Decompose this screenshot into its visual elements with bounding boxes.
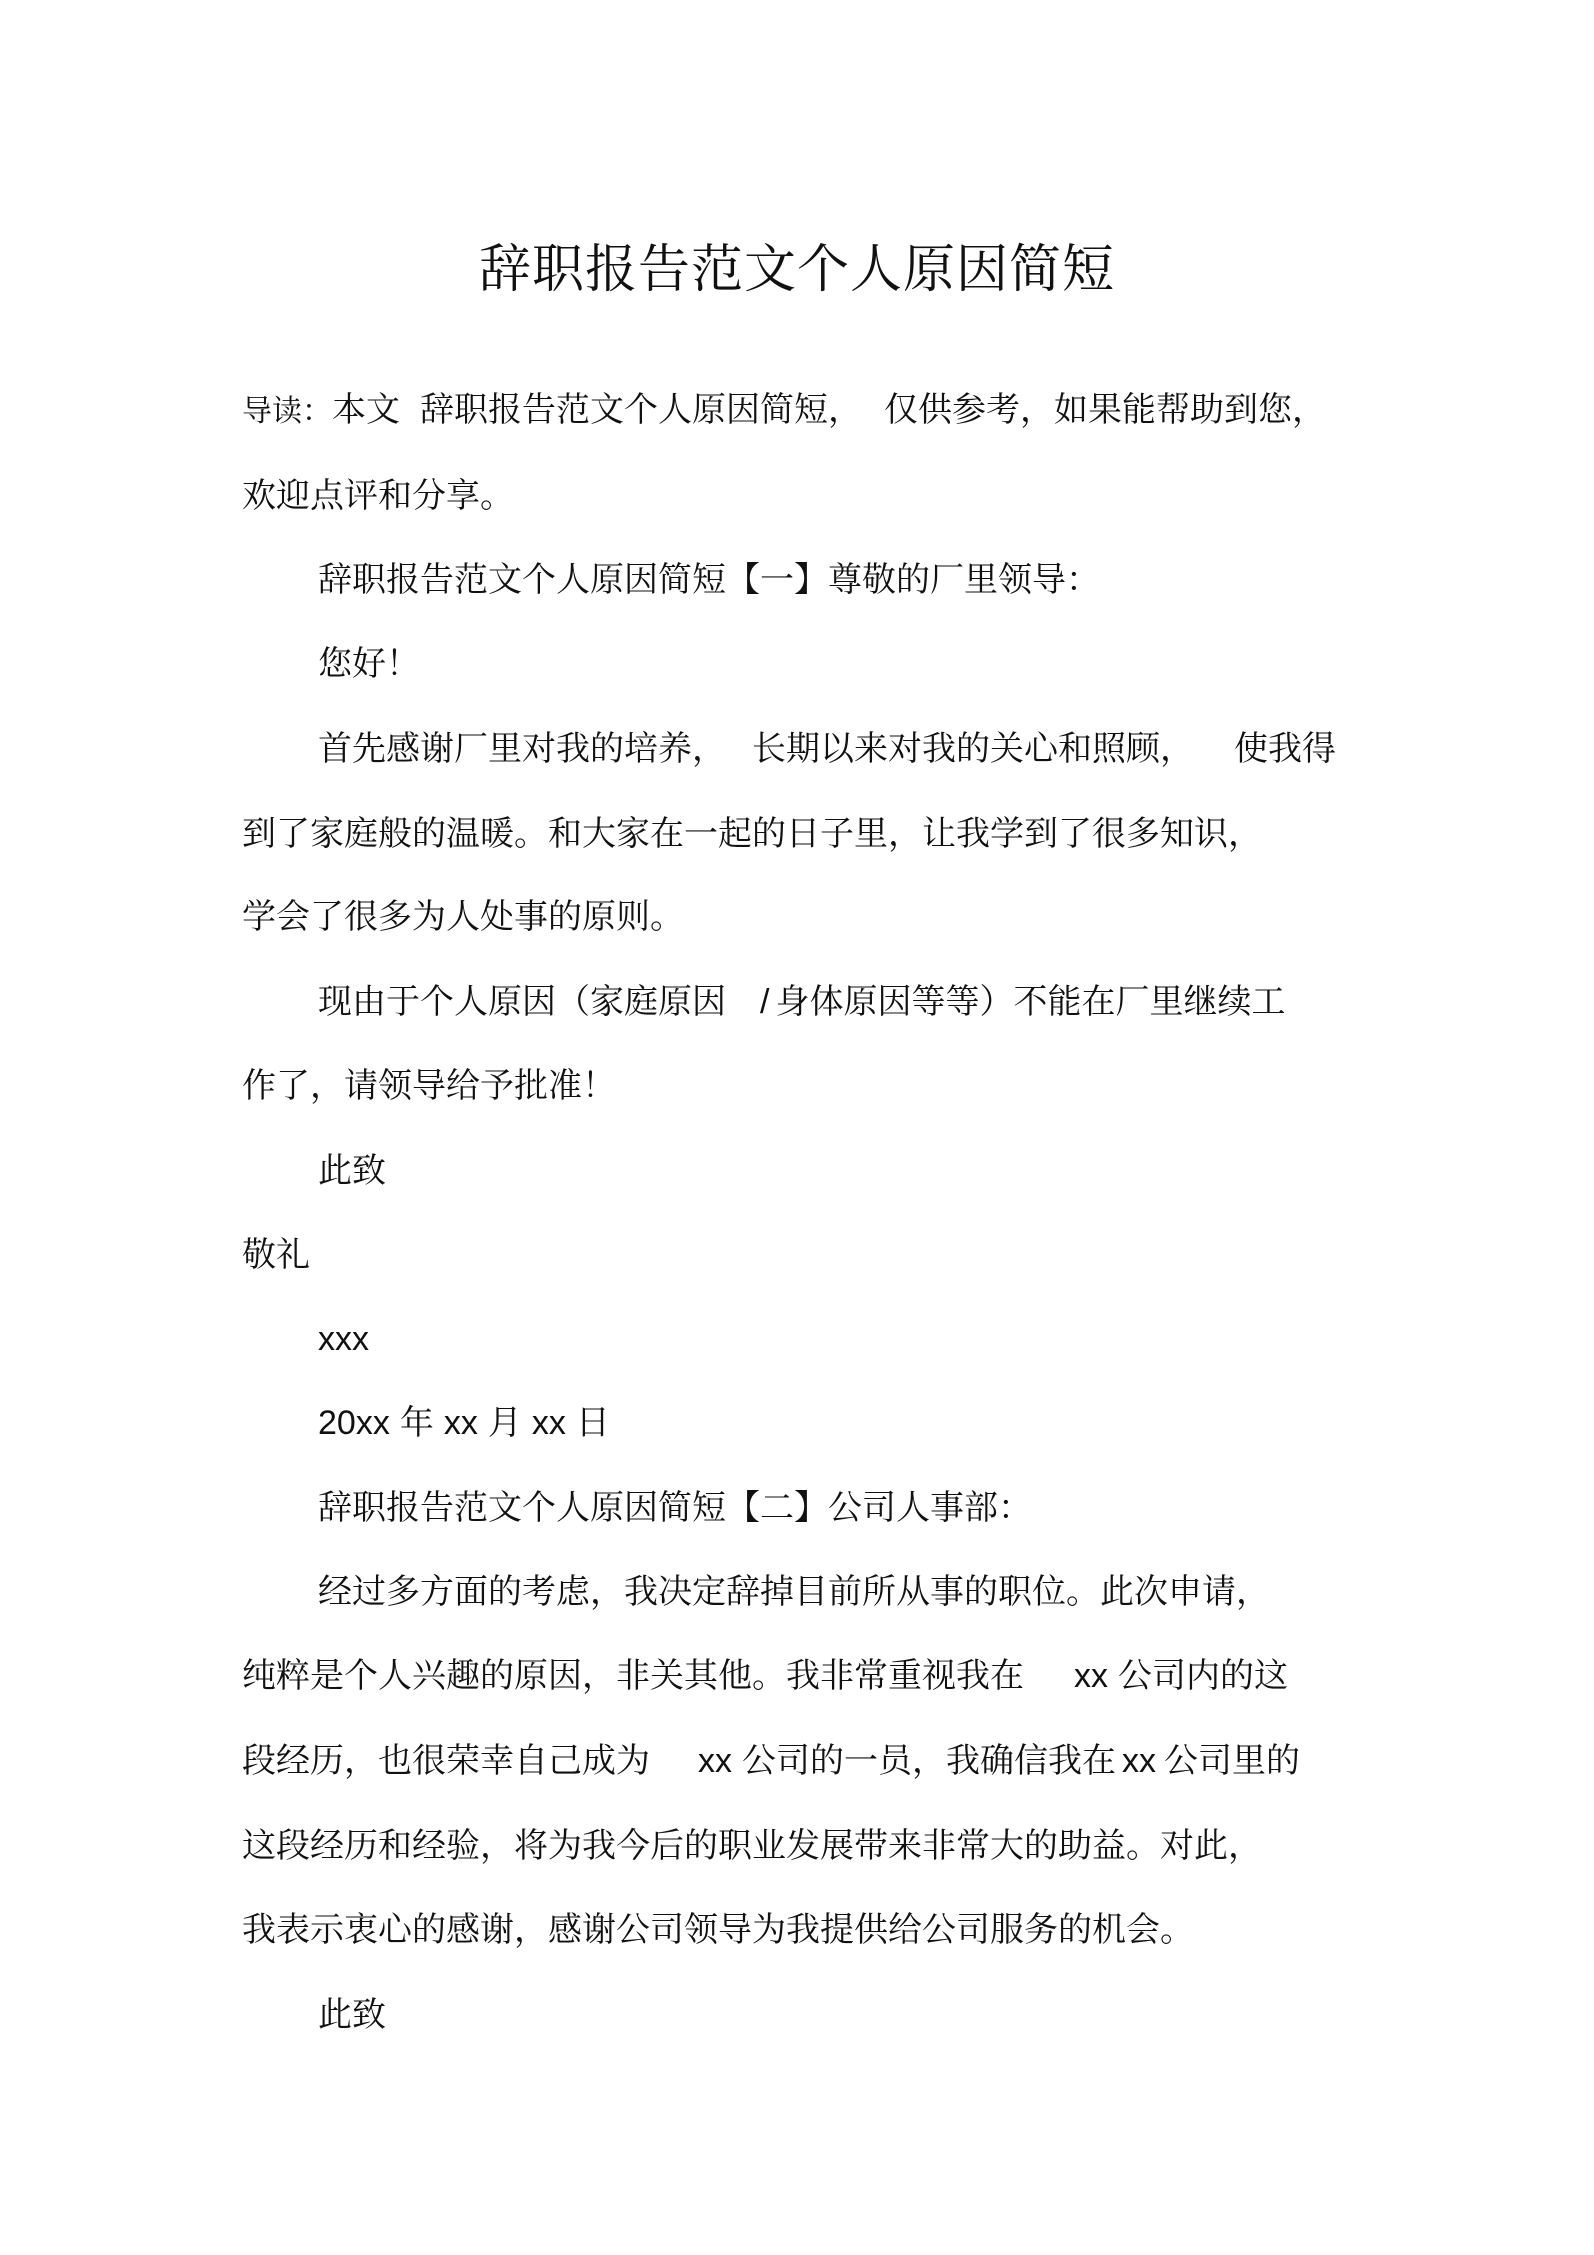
date-year-unit: 年 <box>399 1403 434 1443</box>
date-day: xx <box>531 1404 566 1442</box>
letter1-p1-a: 首先感谢厂里对我的培养， <box>318 729 726 769</box>
letter2-line3-b: xx <box>698 1742 732 1780</box>
letter1-paragraph1-line3: 学会了很多为人处事的原则。 <box>242 897 684 937</box>
letter2-line3-e: 公司里的 <box>1164 1741 1300 1781</box>
letter2-line-3 <box>242 1739 1300 1783</box>
intro-text-b: 辞职报告范文个人原因简短， <box>420 390 862 430</box>
letter2-line-5: 我表示衷心的感谢，感谢公司领导为我提供给公司服务的机会。 <box>242 1910 1194 1950</box>
intro-line-2: 欢迎点评和分享。 <box>242 476 514 516</box>
letter1-paragraph2-line1 <box>318 980 1285 1024</box>
letter2-closing-1: 此致 <box>318 1995 386 2035</box>
letter2-line-1: 经过多方面的考虑，我决定辞掉目前所从事的职位。此次申请， <box>318 1572 1270 1612</box>
letter1-closing-2: 敬礼 <box>242 1235 310 1275</box>
letter2-line2-a: 纯粹是个人兴趣的原因，非关其他。我非常重视我在 <box>242 1656 1024 1696</box>
intro-text-a: 本文 <box>332 390 400 430</box>
letter1-signature: xxx <box>318 1320 369 1358</box>
letter2-line3-c: 公司的一员，我确信我在 <box>742 1741 1116 1781</box>
letter1-date <box>318 1401 610 1445</box>
intro-line-1 <box>242 388 1326 434</box>
letter2-line2-b: xx <box>1074 1657 1108 1695</box>
letter1-heading: 辞职报告范文个人原因简短【一】尊敬的厂里领导： <box>318 560 1100 600</box>
letter1-paragraph2-line2: 作了，请领导给予批准！ <box>242 1066 616 1106</box>
letter1-p1-c: 使我得 <box>1234 729 1336 769</box>
letter1-p2-c: 身体原因等等）不能在厂里继续工 <box>775 982 1286 1022</box>
intro-label: 导读： <box>242 394 332 429</box>
letter1-p2-a: 现由于个人原因（家庭原因 <box>318 982 726 1022</box>
letter2-line3-d: xx <box>1122 1742 1156 1780</box>
letter1-p2-slash: / <box>760 983 770 1021</box>
letter1-p1-b: 长期以来对我的关心和照顾， <box>752 729 1194 769</box>
letter1-closing-1: 此致 <box>318 1151 386 1191</box>
letter2-heading: 辞职报告范文个人原因简短【二】公司人事部： <box>318 1488 1032 1528</box>
date-month: xx <box>443 1404 478 1442</box>
letter1-greeting: 您好！ <box>318 644 420 684</box>
date-month-unit: 月 <box>487 1403 522 1443</box>
letter2-line3-a: 段经历，也很荣幸自己成为 <box>242 1741 650 1781</box>
date-day-unit: 日 <box>575 1403 610 1443</box>
letter1-paragraph1-line2: 到了家庭般的温暖。和大家在一起的日子里，让我学到了很多知识， <box>242 814 1262 854</box>
letter2-line-4: 这段经历和经验，将为我今后的职业发展带来非常大的助益。对此， <box>242 1826 1262 1866</box>
letter2-line2-c: 公司内的这 <box>1118 1656 1288 1696</box>
letter2-line-2 <box>242 1654 1288 1698</box>
document-title: 辞职报告范文个人原因简短 <box>478 240 1115 300</box>
letter1-paragraph1-line1 <box>318 727 1336 771</box>
date-year: 20xx <box>318 1404 390 1442</box>
intro-text-c: 仅供参考，如果能帮助到您， <box>884 390 1326 430</box>
